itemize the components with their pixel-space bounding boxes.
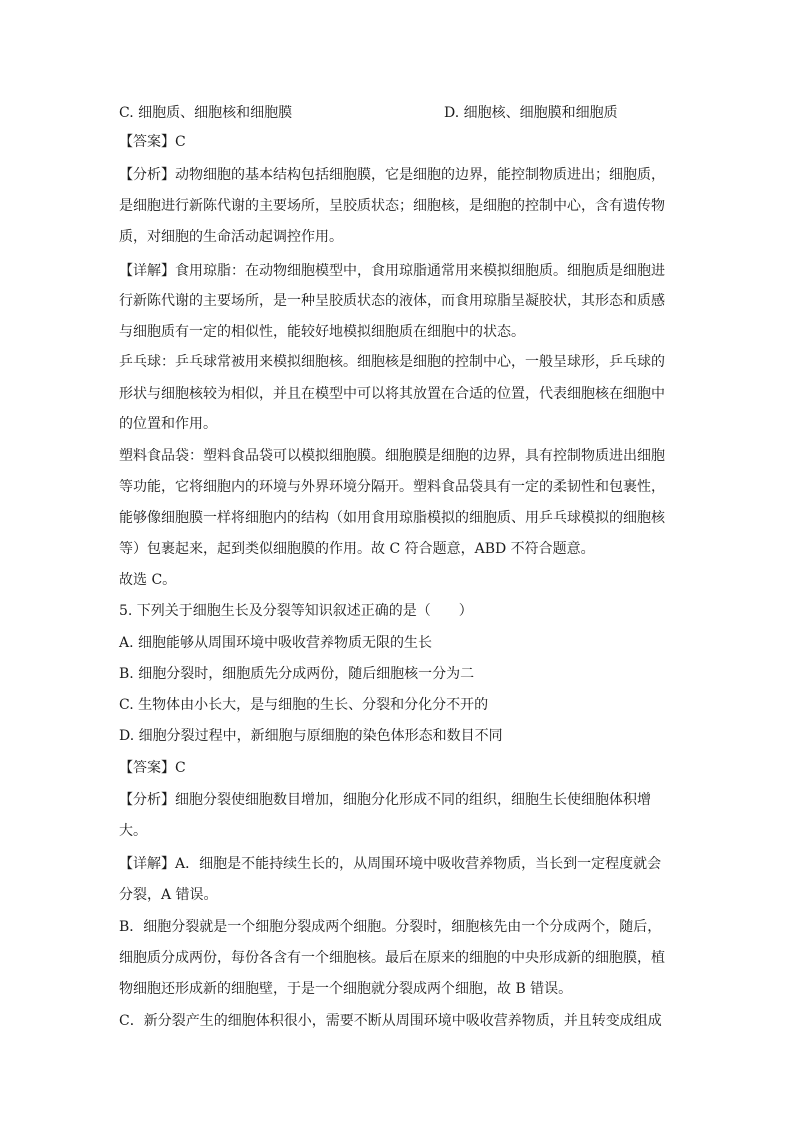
q4-detail-line: 能够像细胞膜一样将细胞内的结构（如用食用琼脂模拟的细胞质、用乒乓球模拟的细胞核 bbox=[119, 510, 665, 526]
q4-detail-line: 塑料食品袋：塑料食品袋可以模拟细胞膜。细胞膜是细胞的边界，具有控制物质进出细胞 bbox=[119, 448, 665, 464]
q4-detail-line: 乒乓球：乒乓球常被用来模拟细胞核。细胞核是细胞的控制中心，一般呈球形，乒乓球的 bbox=[119, 354, 665, 370]
q5-option-d: D. 细胞分裂过程中，新细胞与原细胞的染色体形态和数目不同 bbox=[119, 728, 503, 744]
q5-analysis-line: 【分析】细胞分裂使细胞数目增加，细胞分化形成不同的组织，细胞生长使细胞体积增 bbox=[119, 792, 651, 808]
q4-analysis-line: 【分析】动物细胞的基本结构包括细胞膜，它是细胞的边界，能控制物质进出；细胞质， bbox=[119, 167, 665, 183]
q4-detail-line: 形状与细胞核较为相似，并且在模型中可以将其放置在合适的位置，代表细胞核在细胞中 bbox=[119, 386, 665, 402]
q4-option-d: D. 细胞核、细胞膜和细胞质 bbox=[444, 105, 618, 121]
q4-detail-line: 与细胞质有一定的相似性，能较好地模拟细胞质在细胞中的状态。 bbox=[119, 324, 525, 340]
q5-detail-line: 物细胞还形成新的细胞壁，于是一个细胞就分裂成两个细胞，故 B 错误。 bbox=[119, 981, 573, 997]
q4-detail-line: 等功能，它将细胞内的环境与外界环境分隔开。塑料食品袋具有一定的柔韧性和包裹性， bbox=[119, 479, 665, 495]
q5-option-b: B. 细胞分裂时，细胞质先分成两份，随后细胞核一分为二 bbox=[119, 666, 475, 682]
q4-detail-line: 行新陈代谢的主要场所，是一种呈胶质状态的液体，而食用琼脂呈凝胶状，其形态和质感 bbox=[119, 293, 665, 309]
q5-stem: 5. 下列关于细胞生长及分裂等知识叙述正确的是（ ） bbox=[119, 603, 473, 619]
q4-detail-line: 【详解】食用琼脂：在动物细胞模型中，食用琼脂通常用来模拟细胞质。细胞质是细胞进 bbox=[119, 263, 665, 279]
q5-detail-line: B．细胞分裂就是一个细胞分裂成两个细胞。分裂时，细胞核先由一个分成两个，随后， bbox=[119, 919, 662, 935]
q4-analysis-line: 质，对细胞的生命活动起调控作用。 bbox=[119, 229, 343, 245]
q5-option-c: C. 生物体由小长大，是与细胞的生长、分裂和分化分不开的 bbox=[119, 697, 489, 713]
q5-answer: 【答案】C bbox=[119, 760, 186, 776]
q4-analysis-line: 是细胞进行新陈代谢的主要场所，呈胶质状态；细胞核，是细胞的控制中心，含有遗传物 bbox=[119, 198, 665, 214]
q4-conclusion: 故选 C。 bbox=[119, 572, 177, 588]
q5-analysis-line: 大。 bbox=[119, 823, 147, 839]
q5-detail-line: 分裂，A 错误。 bbox=[119, 887, 218, 903]
q5-detail-line: C．新分裂产生的细胞体积很小，需要不断从周围环境中吸收营养物质，并且转变成组成 bbox=[119, 1013, 662, 1029]
q4-option-c: C. 细胞质、细胞核和细胞膜 bbox=[119, 105, 293, 121]
q5-detail-line: 【详解】A．细胞是不能持续生长的，从周围环境中吸收营养物质，当长到一定程度就会 bbox=[119, 856, 662, 872]
q4-answer: 【答案】C bbox=[119, 134, 186, 150]
q5-detail-line: 细胞质分成两份，每份各含有一个细胞核。最后在原来的细胞的中央形成新的细胞膜，植 bbox=[119, 950, 665, 966]
q5-option-a: A. 细胞能够从周围环境中吸收营养物质无限的生长 bbox=[119, 635, 433, 651]
q4-options-row bbox=[119, 104, 679, 122]
q4-detail-line: 等）包裹起来，起到类似细胞膜的作用。故 C 符合题意，ABD 不符合题意。 bbox=[119, 541, 595, 557]
q4-detail-line: 的位置和作用。 bbox=[119, 416, 217, 432]
